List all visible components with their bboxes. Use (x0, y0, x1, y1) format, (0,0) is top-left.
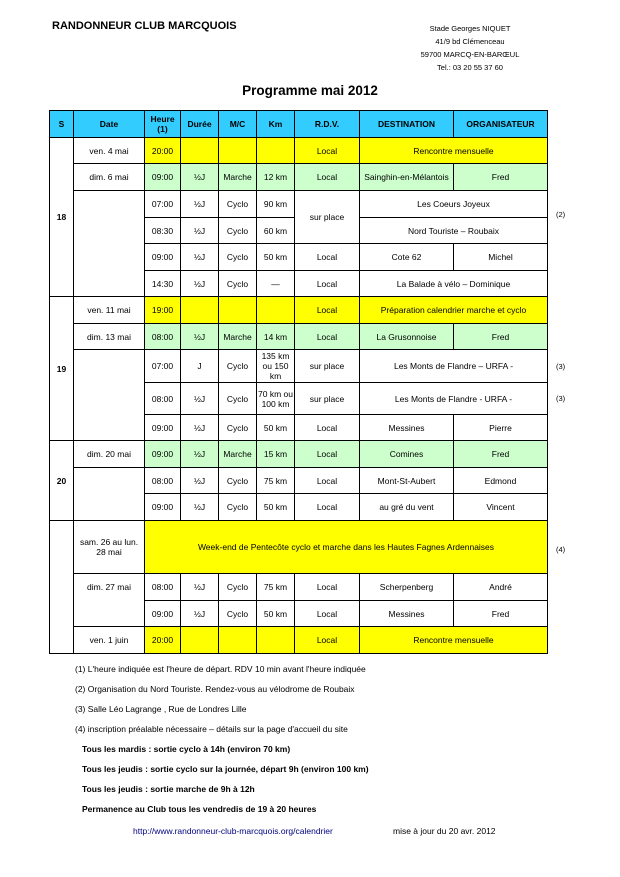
date-cell: ven. 4 mai (74, 138, 145, 164)
last-updated: mise à jour du 20 avr. 2012 (393, 826, 496, 836)
time-cell: 20:00 (145, 138, 181, 164)
rdv-cell: sur place (295, 383, 360, 415)
km-cell: 15 km (257, 441, 295, 468)
type-cell: Cyclo (219, 601, 257, 627)
duration-cell (181, 138, 219, 164)
date-cell: ven. 11 mai (74, 297, 145, 324)
type-cell: Cyclo (219, 494, 257, 521)
duration-cell: ½J (181, 164, 219, 191)
address-line: 59700 MARCQ-EN-BARŒUL (420, 50, 520, 59)
date-cell: dim. 27 mai (74, 574, 145, 627)
km-cell (257, 138, 295, 164)
footnote-ref: (4) (556, 545, 566, 554)
destination-cell: Comines (360, 441, 454, 468)
date-cell (74, 468, 145, 521)
rdv-cell: Local (295, 271, 360, 297)
time-cell: 08:00 (145, 324, 181, 350)
duration-cell: ½J (181, 218, 219, 244)
duration-cell: ½J (181, 441, 219, 468)
organiser-cell: Fred (454, 164, 548, 191)
destination-cell: La Balade à vélo – Dominique (360, 271, 548, 297)
destination-cell: au gré du vent (360, 494, 454, 521)
time-cell: 14:30 (145, 271, 181, 297)
km-cell: 12 km (257, 164, 295, 191)
date-cell (74, 350, 145, 441)
duration-cell: ½J (181, 468, 219, 494)
week-number: 19 (50, 297, 74, 441)
organiser-cell: André (454, 574, 548, 601)
time-cell: 07:00 (145, 191, 181, 218)
organiser-cell: Fred (454, 324, 548, 350)
rdv-cell: Local (295, 138, 360, 164)
club-address (380, 22, 560, 74)
duration-cell: ½J (181, 191, 219, 218)
website-link[interactable]: http://www.randonneur-club-marcquois.org/calendrier (133, 826, 333, 836)
type-cell (219, 627, 257, 654)
type-cell: Cyclo (219, 218, 257, 244)
table-row (50, 627, 548, 654)
col-header-organiser: ORGANISATEUR (454, 111, 548, 138)
time-cell: 09:00 (145, 244, 181, 271)
schedule-table (49, 110, 548, 654)
address-line: Stade Georges NIQUET (429, 24, 511, 33)
organiser-cell: Vincent (454, 494, 548, 521)
duration-cell (181, 627, 219, 654)
footnote: (2) Organisation du Nord Touriste. Rendez-vous au vélodrome de Roubaix (75, 684, 355, 694)
km-cell: 75 km (257, 468, 295, 494)
time-cell: 09:00 (145, 164, 181, 191)
organiser-cell: Pierre (454, 415, 548, 441)
recurring-activity: Permanence au Club tous les vendredis de 19 à 20 heures (82, 804, 317, 814)
duration-cell: J (181, 350, 219, 383)
rdv-cell: Local (295, 627, 360, 654)
duration-cell: ½J (181, 244, 219, 271)
type-cell: Cyclo (219, 350, 257, 383)
destination-cell: Les Monts de Flandre - URFA - (360, 383, 548, 415)
time-cell: 08:00 (145, 383, 181, 415)
table-row (50, 350, 548, 383)
rdv-cell: Local (295, 601, 360, 627)
time-cell: 09:00 (145, 441, 181, 468)
organiser-cell: Fred (454, 441, 548, 468)
date-cell: dim. 13 mai (74, 324, 145, 350)
type-cell (219, 138, 257, 164)
col-header-date: Date (74, 111, 145, 138)
time-cell: 07:00 (145, 350, 181, 383)
address-line: Tel.: 03 20 55 37 60 (437, 63, 503, 72)
recurring-activity: Tous les jeudis : sortie cyclo sur la journée, départ 9h (environ 100 km) (82, 764, 369, 774)
destination-cell: Rencontre mensuelle (360, 627, 548, 654)
time-cell: 09:00 (145, 415, 181, 441)
type-cell: Cyclo (219, 415, 257, 441)
rdv-cell: Local (295, 415, 360, 441)
time-cell: 08:00 (145, 468, 181, 494)
duration-cell: ½J (181, 601, 219, 627)
destination-cell: Nord Touriste – Roubaix (360, 218, 548, 244)
footnote: (3) Salle Léo Lagrange , Rue de Londres Lille (75, 704, 247, 714)
col-header-rdv: R.D.V. (295, 111, 360, 138)
table-row (50, 138, 548, 164)
rdv-cell: Local (295, 324, 360, 350)
col-header-week: S (50, 111, 74, 138)
duration-cell: ½J (181, 383, 219, 415)
date-cell: dim. 6 mai (74, 164, 145, 191)
table-row (50, 297, 548, 324)
col-header-duration: Durée (181, 111, 219, 138)
table-row (50, 574, 548, 601)
page-title: Programme mai 2012 (242, 83, 378, 98)
footnote-ref: (2) (556, 210, 566, 219)
time-cell: 08:30 (145, 218, 181, 244)
recurring-activity: Tous les jeudis : sortie marche de 9h à 12h (82, 784, 255, 794)
time-cell: 09:00 (145, 494, 181, 521)
type-cell: Marche (219, 324, 257, 350)
destination-cell: Cote 62 (360, 244, 454, 271)
km-cell (257, 297, 295, 324)
recurring-activity: Tous les mardis : sortie cyclo à 14h (environ 70 km) (82, 744, 291, 754)
rdv-cell: Local (295, 244, 360, 271)
date-cell: dim. 20 mai (74, 441, 145, 468)
km-cell: 135 km ou 150 km (257, 350, 295, 383)
time-cell: 09:00 (145, 601, 181, 627)
col-header-time: Heure (1) (145, 111, 181, 138)
rdv-cell: Local (295, 468, 360, 494)
table-row (50, 324, 548, 350)
rdv-cell: Local (295, 494, 360, 521)
type-cell: Cyclo (219, 244, 257, 271)
duration-cell: ½J (181, 415, 219, 441)
time-cell: 20:00 (145, 627, 181, 654)
organiser-cell: Edmond (454, 468, 548, 494)
type-cell: Cyclo (219, 271, 257, 297)
col-header-type: M/C (219, 111, 257, 138)
km-cell: 90 km (257, 191, 295, 218)
type-cell: Marche (219, 441, 257, 468)
duration-cell: ½J (181, 271, 219, 297)
table-row (50, 521, 548, 574)
type-cell: Cyclo (219, 383, 257, 415)
type-cell: Cyclo (219, 574, 257, 601)
footnote: (1) L'heure indiquée est l'heure de départ. RDV 10 min avant l'heure indiquée (75, 664, 366, 674)
table-row (50, 468, 548, 494)
table-row (50, 191, 548, 218)
km-cell: — (257, 271, 295, 297)
km-cell: 14 km (257, 324, 295, 350)
footnote-ref: (3) (556, 394, 566, 403)
rdv-cell: Local (295, 164, 360, 191)
rdv-cell: sur place (295, 350, 360, 383)
type-cell: Cyclo (219, 191, 257, 218)
rdv-cell: Local (295, 441, 360, 468)
date-cell: ven. 1 juin (74, 627, 145, 654)
type-cell (219, 297, 257, 324)
club-name: RANDONNEUR CLUB MARCQUOIS (52, 20, 237, 32)
destination-cell: Les Coeurs Joyeux (360, 191, 548, 218)
table-row (50, 441, 548, 468)
rdv-cell: Local (295, 574, 360, 601)
km-cell: 70 km ou 100 km (257, 383, 295, 415)
duration-cell: ½J (181, 494, 219, 521)
destination-cell: Week-end de Pentecôte cyclo et marche dans les Hautes Fagnes Ardennaises (145, 521, 548, 574)
km-cell: 60 km (257, 218, 295, 244)
destination-cell: Préparation calendrier marche et cyclo (360, 297, 548, 324)
organiser-cell: Michel (454, 244, 548, 271)
table-header-row (50, 111, 548, 138)
destination-cell: Scherpenberg (360, 574, 454, 601)
address-line: 41/9 bd Clémenceau (435, 37, 505, 46)
week-number (50, 521, 74, 654)
rdv-cell: sur place (295, 191, 360, 244)
km-cell: 50 km (257, 244, 295, 271)
duration-cell (181, 297, 219, 324)
km-cell: 50 km (257, 601, 295, 627)
destination-cell: Les Monts de Flandre – URFA - (360, 350, 548, 383)
date-cell: sam. 26 au lun. 28 mai (74, 521, 145, 574)
destination-cell: La Grusonnoise (360, 324, 454, 350)
time-cell: 19:00 (145, 297, 181, 324)
km-cell: 75 km (257, 574, 295, 601)
time-cell: 08:00 (145, 574, 181, 601)
destination-cell: Messines (360, 601, 454, 627)
week-number: 18 (50, 138, 74, 297)
table-row (50, 164, 548, 191)
week-number: 20 (50, 441, 74, 521)
destination-cell: Sainghin-en-Mélantois (360, 164, 454, 191)
col-header-destination: DESTINATION (360, 111, 454, 138)
destination-cell: Rencontre mensuelle (360, 138, 548, 164)
km-cell: 50 km (257, 494, 295, 521)
duration-cell: ½J (181, 324, 219, 350)
duration-cell: ½J (181, 574, 219, 601)
type-cell: Cyclo (219, 468, 257, 494)
date-cell (74, 191, 145, 297)
organiser-cell: Fred (454, 601, 548, 627)
km-cell: 50 km (257, 415, 295, 441)
km-cell (257, 627, 295, 654)
destination-cell: Messines (360, 415, 454, 441)
footnote-ref: (3) (556, 362, 566, 371)
footnote: (4) inscription préalable nécessaire – détails sur la page d'accueil du site (75, 724, 348, 734)
col-header-km: Km (257, 111, 295, 138)
destination-cell: Mont-St-Aubert (360, 468, 454, 494)
type-cell: Marche (219, 164, 257, 191)
rdv-cell: Local (295, 297, 360, 324)
